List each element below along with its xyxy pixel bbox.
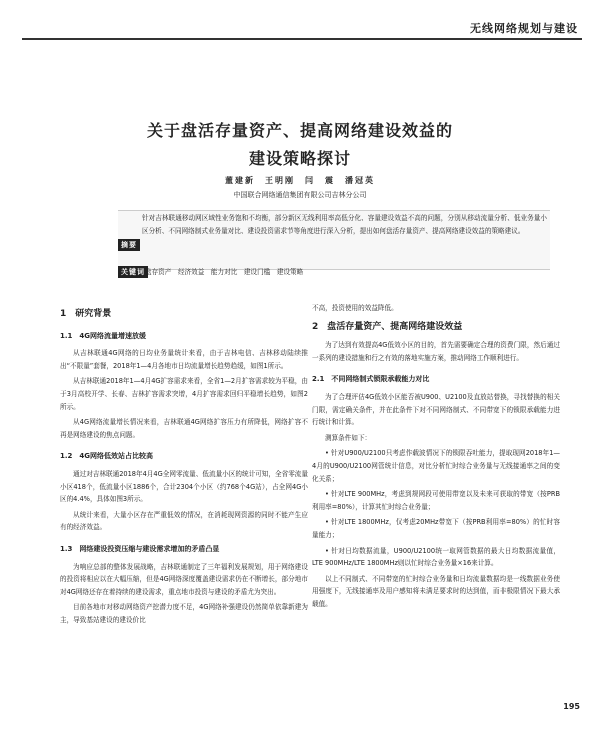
subsection-heading: 2.1 不同网络制式锁限承载能力对比 xyxy=(312,375,430,384)
header-rule xyxy=(22,38,582,40)
article-title-line1: 关于盘活存量资产、提高网络建设效益的 xyxy=(146,121,453,140)
paragraph: 从4G网络流量增长情况来看，吉林联通4G网络扩容压力有所降低，网络扩容不再是网络建设的焦点问题。 xyxy=(60,418,308,439)
paragraph: 为了合理评估4G低效小区能否被U900、U2100及直放站替换，寻找替换的相关门限，需定确关条件，并在此条件下对不同网络制式、不同带宽下的锁限承载能力进行统计和计算。 xyxy=(312,392,560,427)
affiliation: 中国联合网络通信集团有限公司吉林分公司 xyxy=(233,191,367,199)
paragraph: 不高，投资使用的效益降低。 xyxy=(312,304,398,312)
subsection-heading: 1.2 4G网络低效站占比较高 xyxy=(60,452,154,461)
right-column xyxy=(312,302,560,613)
bullet-item: • 针对U900/U2100只考虑作载波情况下的锁限吞吐能力，提取现网2018年1—4月的U900/U2100网管统计信息，对比分析忙时综合业务量与无线接通率之间的变化关系； xyxy=(312,449,560,483)
subsection-heading: 1.1 4G网络流量增速放缓 xyxy=(60,331,147,340)
paragraph: 以上不同制式、不同带宽的忙时综合业务量和日均流量数据均是一线数据业务使用强度下，无线接通率及用户感知将未满足要求时的达到值，而非极限情况下最大承载值。 xyxy=(312,574,560,608)
paragraph: 从吉林联通2018年1—4月4G扩容需求来看，全省1—2月扩容需求较为平稳，由于3月高校开学、长春、吉林扩容需求突增，4月扩容需求回归平稳增长趋势，如图2所示。 xyxy=(60,377,308,411)
subsection-heading: 1.3 网络建设投资压缩与建设需求增加的矛盾凸显 xyxy=(60,544,220,553)
abstract-label: 摘要 xyxy=(118,239,140,251)
paragraph: 从吉林联通4G网络的日均业务量统计来看，由于吉林电信、吉林移动陆续推出“不限量”套餐，2018年1—4月各地市日均流量增长趋势趋缓，如图1所示。 xyxy=(60,349,308,370)
section-heading: 1 研究背景 xyxy=(60,309,112,319)
left-column xyxy=(60,302,308,629)
journal-section-tag: 无线网络规划与建设 xyxy=(470,22,578,35)
keywords-text: 盘存资产 经济效益 能力对比 建设门槛 建设策略 xyxy=(145,268,304,276)
paragraph: 为了达到有效提高4G低效小区的目的，首先需要确定合理的资费门限，然后通过一系列的建设措施和行之有效的落地实施方案，推动网络工作顺利进行。 xyxy=(312,341,560,362)
abstract-text: 针对吉林联通移动网区域性业务饱和不均衡，部分新区无线利用率高低分化、容量建设效益不高的问题，分别从移动流量分析、低业务量小区分析、不同网络制式业务量对比、建设投资需求节等角度进行深入分析，提出如何盘活存量资产、提高网络建设效益的策略建议。 xyxy=(142,214,547,235)
authors: 董建新 王明刚 闫 震 潘冠英 xyxy=(225,176,375,185)
page-number: 195 xyxy=(563,702,580,711)
keywords-label: 关键词 xyxy=(118,266,148,278)
paragraph: 目前各地市对移动网络资产挖潜力度不足，4G网络补强建设仍然简单依靠新建为主，导致基站建设的建设价比 xyxy=(60,603,308,624)
section-heading: 2 盘活存量资产、提高网络建设效益 xyxy=(312,321,463,332)
bullet-item: • 针对LTE 900MHz，考虑到规网段可使用带宽以及未来可获取的带宽（按PRB利用率=80%），计算其忙时综合业务量； xyxy=(312,490,560,511)
paragraph: 通过对吉林联通2018年4月4G全网零流量、低流量小区的统计可知，全省零流量小区418个，低流量小区1886个，合计2304个小区（约768个4G站），占全网4G小区的4.4%，具体如图3所示。 xyxy=(60,469,308,504)
bullet-item: • 针对日均数据流量，U900/U2100统一取网管数据的最大日均数据流量值，LTE 900MHz/LTE 1800MHz则以忙时综合业务量×16来计算。 xyxy=(312,546,560,568)
paragraph: 为响应总部的整体发展战略，吉林联通制定了三年福利发展规划，用于网络建设的投资将相应以在大幅压缩，但是4G网络深度覆盖建设需求仍在不断增长，部分地市对4G网络还存在着持续的建设需求，重点地市投资与建设的矛盾尤为突出。 xyxy=(60,562,308,596)
paragraph: 从统计来看，大量小区存在严重低效的情况，在消耗现网资源的同时不能产生应有的经济效益。 xyxy=(60,510,308,532)
article-title-line2: 建设策略探讨 xyxy=(248,149,351,168)
paragraph: 测算条件如下： xyxy=(325,433,372,442)
bullet-item: • 针对LTE 1800MHz，仅考虑20MHz带宽下（按PRB利用率=80%）的忙时容量能力； xyxy=(312,518,560,539)
